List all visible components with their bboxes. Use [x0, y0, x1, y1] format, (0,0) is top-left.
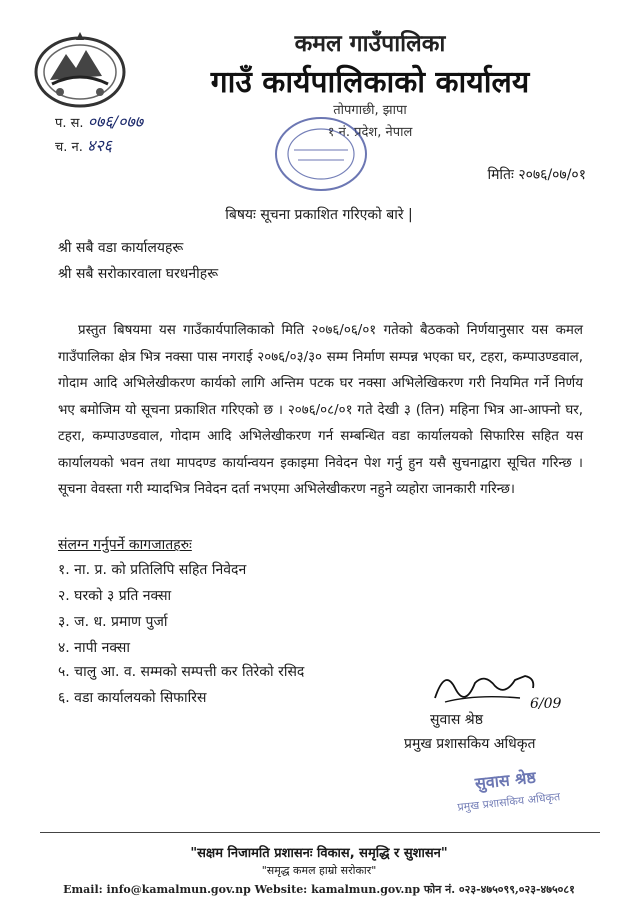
- address-line-1: तोपगाछी, झापा: [333, 103, 407, 118]
- body-text: प्रस्तुत बिषयमा यस गाउँकार्यपालिकाको मिति २०७६/०६/०१ गतेको बैठकको निर्णयानुसार यस कमल गाउँपालिका क्षेत्र भित्र नक्सा पास नगराई २०७६/०३/३० सम्म निर्माण सम्पन्न भएका घर, टहरा, कम्पाउण्डवाल, गोदाम आदि अभिलेखीकरण कार्यको लागि अन्तिम पटक घर नक्सा अभिलेखिकरण गरी नियमित गर्ने निर्णय भए बमोजिम यो सूचना प्रकाशित गरिएको छ । २०७६/०८/०१ गते देखी ३ (तिन) महिना भित्र आ-आफ्नो घर, टहरा, कम्पाउण्डवाल, गोदाम आदि अभिलेखीकरण गर्न सम्बन्धित वडा कार्यालयको सिफारिस सहित यस कार्यालयको भवन तथा मापदण्ड कार्यान्वयन इकाइमा निवेदन पेश गर्नु हुन यसै सुचनाद्वारा सूचित गरिन्छ । सूचना वेवस्ता गरी म्यादभित्र निवेदन दर्ता नभएमा अभिलेखीकरण नहुने व्यहोरा जानकारी गरिन्छ।: [58, 323, 583, 497]
- attachment-item: ५. चालु आ. व. सम्मको सम्पत्ती कर तिरेको रसिद: [58, 664, 305, 680]
- svg-text:प्रमुख प्रशासकिय अधिकृत: प्रमुख प्रशासकिय अधिकृत: [456, 790, 561, 814]
- reference-ps-value: ०७६/०७७: [87, 112, 144, 131]
- footer-contact: Email: info@kamalmun.gov.np Website: kamalmun.gov.np फोन नं. ०२३-४७५०९९,०२३-४७५०८१: [63, 883, 575, 896]
- reference-ps-label: प. स.: [55, 116, 84, 131]
- signatory-name: सुवास श्रेष्ठ: [430, 712, 483, 728]
- attachment-item: १. ना. प्र. को प्रतिलिपि सहित निवेदन: [58, 562, 247, 578]
- office-stamp: [272, 112, 370, 196]
- attachment-item: ६. वडा कार्यालयको सिफारिस: [58, 690, 207, 706]
- attachment-item: ४. नापी नक्सा: [58, 640, 131, 656]
- reference-cn: [55, 134, 112, 156]
- reference-cn-label: च. न.: [55, 140, 83, 155]
- signatory-title: प्रमुख प्रशासकिय अधिकृत: [404, 736, 536, 752]
- reference-cn-value: ४२६: [87, 136, 112, 155]
- signature: [425, 658, 565, 718]
- nepal-emblem-logo: [32, 30, 128, 110]
- attachment-item: २. घरको ३ प्रति नक्सा: [58, 588, 172, 604]
- recipient-2: श्री सबै सरोकारवाला घरधनीहरू: [58, 266, 219, 282]
- letter-subject: बिषयः सूचना प्रकाशित गरिएको बारे |: [225, 207, 413, 223]
- recipient-1: श्री सबै वडा कार्यालयहरू: [58, 240, 184, 256]
- address-line-2: १ नं. प्रदेश, नेपाल: [327, 125, 413, 140]
- reference-ps: [55, 110, 143, 132]
- letter-date: मितिः २०७६/०७/०१: [487, 167, 586, 183]
- signature-date: 6/09: [530, 696, 562, 712]
- office-name: गाउँ कार्यपालिकाको कार्यालय: [210, 65, 530, 100]
- attachments-heading: संलग्न गर्नुपर्ने कागजातहरुः: [58, 537, 192, 553]
- org-name: कमल गाउँपालिका: [294, 31, 446, 57]
- attachment-item: ३. ज. ध. प्रमाण पुर्जा: [58, 614, 168, 630]
- footer-divider: [40, 832, 600, 833]
- footer-slogan: "समृद्ध कमल हाम्रो सरोकार": [261, 864, 377, 877]
- svg-text:सुवास श्रेष्ठ: सुवास श्रेष्ठ: [474, 767, 537, 793]
- footer-motto: "सक्षम निजामति प्रशासनः विकास, समृद्धि र सुशासन": [190, 846, 448, 861]
- name-stamp: [448, 760, 598, 818]
- body-paragraph: [58, 318, 583, 504]
